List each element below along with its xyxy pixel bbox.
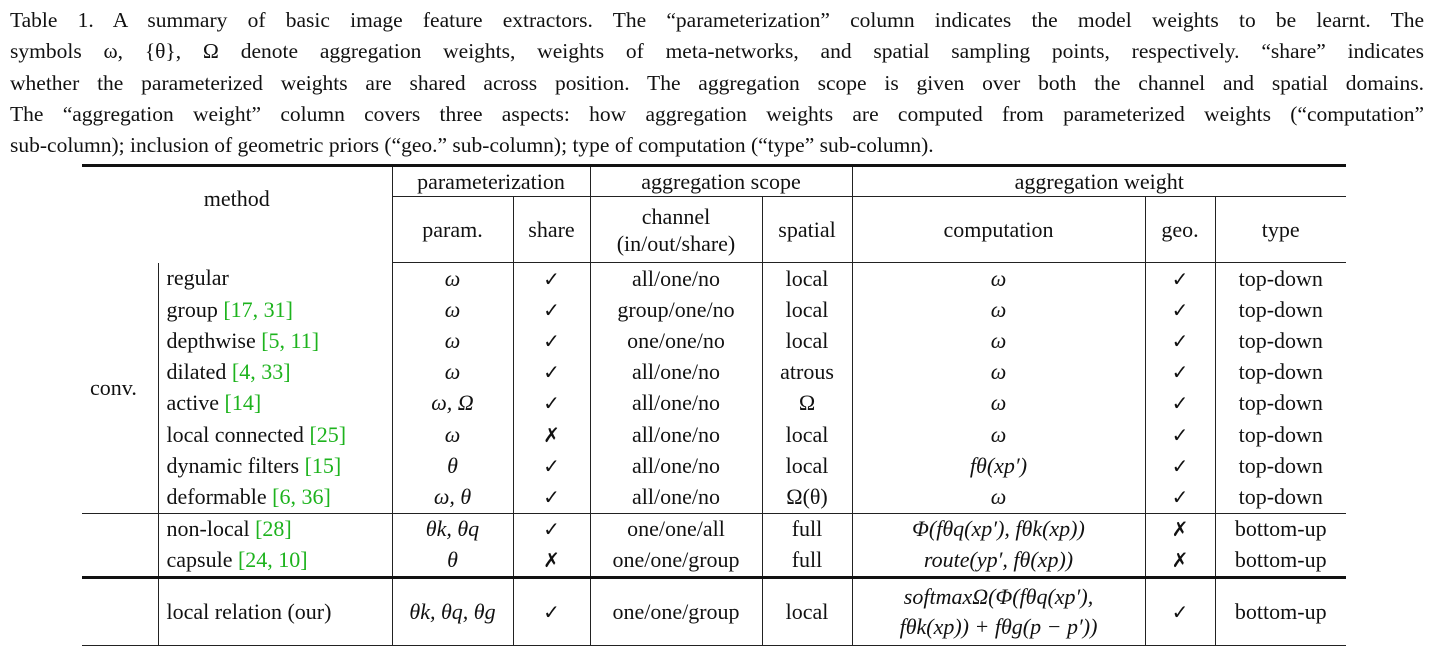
computation-cell: softmaxΩ(Φ(fθq(xp′), fθk(xp)) + fθg(p − p′)) [852, 577, 1145, 645]
computation-cell: ω [852, 481, 1145, 513]
caption-line: The “aggregation weight” column covers three aspects: how aggregation weights are computed from parameterized weights (“computation” [10, 101, 1424, 126]
param-cell: θk, θq [392, 513, 513, 545]
header-aggregation-scope: aggregation scope [590, 166, 852, 197]
header-aggregation-weight: aggregation weight [852, 166, 1346, 197]
citation-link[interactable]: [17, 31] [223, 296, 293, 322]
type-cell: bottom-up [1215, 545, 1346, 578]
computation-cell: fθ(xp′) [852, 450, 1145, 481]
param-cell: ω [392, 325, 513, 356]
header-spatial: spatial [762, 197, 852, 263]
share-cell: ✓ [513, 513, 590, 545]
share-cell: ✓ [513, 388, 590, 419]
share-cell: ✓ [513, 325, 590, 356]
spatial-cell: local [762, 450, 852, 481]
channel-cell: one/one/group [590, 545, 762, 578]
table-row [82, 263, 1346, 295]
type-cell: top-down [1215, 388, 1346, 419]
method-name: local relation (our) [158, 577, 392, 645]
citation-link[interactable]: [24, 10] [237, 547, 308, 573]
type-cell: top-down [1215, 294, 1346, 325]
method-name: group [17, 31] [158, 294, 392, 325]
share-cell: ✓ [513, 450, 590, 481]
geo-cell: ✓ [1145, 481, 1215, 513]
caption-line: symbols ω, {θ}, Ω denote aggregation weights, weights of meta-networks, and spatial sampling points, respectively. “share” indicates [10, 39, 1424, 64]
channel-cell: all/one/no [590, 450, 762, 481]
caption-line: whether the parameterized weights are shared across position. The aggregation scope is given over both the channel and spatial domains. [10, 70, 1424, 95]
method-name: regular [158, 263, 392, 295]
geo-cell: ✓ [1145, 263, 1215, 295]
channel-cell: one/one/all [590, 513, 762, 545]
channel-cell: all/one/no [590, 388, 762, 419]
citation-link[interactable]: [28] [255, 516, 292, 542]
share-cell: ✓ [513, 481, 590, 513]
method-name: deformable [6, 36] [158, 481, 392, 513]
table-row [82, 545, 1346, 578]
geo-cell: ✗ [1145, 545, 1215, 578]
header-channel: channel (in/out/share) [590, 197, 762, 263]
table-row [82, 294, 1346, 325]
computation-cell: ω [852, 325, 1145, 356]
header-share: share [513, 197, 590, 263]
computation-cell: Φ(fθq(xp′), fθk(xp)) [852, 513, 1145, 545]
method-name: dilated [4, 33] [158, 357, 392, 388]
method-name: local connected [25] [158, 419, 392, 450]
type-cell: bottom-up [1215, 577, 1346, 645]
geo-cell: ✓ [1145, 357, 1215, 388]
channel-cell: group/one/no [590, 294, 762, 325]
method-name: dynamic filters [15] [158, 450, 392, 481]
channel-cell: all/one/no [590, 481, 762, 513]
table-row [82, 388, 1346, 419]
spatial-cell: Ω [762, 388, 852, 419]
param-cell: ω [392, 294, 513, 325]
share-cell: ✗ [513, 419, 590, 450]
spatial-cell: Ω(θ) [762, 481, 852, 513]
group-label-conv: conv. [82, 263, 158, 514]
citation-link[interactable]: [14] [224, 390, 262, 416]
share-cell: ✗ [513, 545, 590, 578]
computation-cell: ω [852, 419, 1145, 450]
citation-link[interactable]: [6, 36] [272, 483, 331, 509]
table-row [82, 357, 1346, 388]
spatial-cell: local [762, 325, 852, 356]
table-row [82, 481, 1346, 513]
geo-cell: ✓ [1145, 577, 1215, 645]
table-row [82, 419, 1346, 450]
param-cell: ω [392, 263, 513, 295]
share-cell: ✓ [513, 263, 590, 295]
spatial-cell: local [762, 577, 852, 645]
channel-cell: one/one/group [590, 577, 762, 645]
param-cell: ω, θ [392, 481, 513, 513]
channel-cell: all/one/no [590, 357, 762, 388]
spatial-cell: local [762, 294, 852, 325]
spatial-cell: local [762, 263, 852, 295]
citation-link[interactable]: [25] [309, 421, 347, 447]
computation-cell: ω [852, 263, 1145, 295]
share-cell: ✓ [513, 294, 590, 325]
computation-cell: ω [852, 388, 1145, 419]
header-parameterization: parameterization [392, 166, 590, 197]
channel-cell: all/one/no [590, 419, 762, 450]
computation-cell: ω [852, 294, 1145, 325]
citation-link[interactable]: [4, 33] [231, 359, 291, 385]
type-cell: top-down [1215, 481, 1346, 513]
method-name: capsule [24, 10] [158, 545, 392, 578]
geo-cell: ✓ [1145, 450, 1215, 481]
share-cell: ✓ [513, 577, 590, 645]
method-name: active [14] [158, 388, 392, 419]
header-type: type [1215, 197, 1346, 263]
geo-cell: ✓ [1145, 419, 1215, 450]
share-cell: ✓ [513, 357, 590, 388]
type-cell: top-down [1215, 450, 1346, 481]
param-cell: ω [392, 357, 513, 388]
header-row-1 [82, 166, 1346, 197]
table-row [82, 513, 1346, 545]
type-cell: top-down [1215, 419, 1346, 450]
method-name: non-local [28] [158, 513, 392, 545]
method-name: depthwise [5, 11] [158, 325, 392, 356]
spatial-cell: full [762, 545, 852, 578]
computation-cell: ω [852, 357, 1145, 388]
table-row [82, 450, 1346, 481]
param-cell: θ [392, 450, 513, 481]
header-param: param. [392, 197, 513, 263]
citation-link[interactable]: [5, 11] [261, 327, 320, 353]
geo-cell: ✗ [1145, 513, 1215, 545]
spatial-cell: local [762, 419, 852, 450]
computation-cell: route(yp′, fθ(xp)) [852, 545, 1145, 578]
caption-line: Table 1. A summary of basic image feature extractors. The “parameterization” column indicates the model weights to be learnt. The [10, 8, 1424, 32]
header-computation: computation [852, 197, 1145, 263]
header-method: method [82, 166, 392, 263]
type-cell: bottom-up [1215, 513, 1346, 545]
geo-cell: ✓ [1145, 325, 1215, 356]
channel-cell: one/one/no [590, 325, 762, 356]
param-cell: ω, Ω [392, 388, 513, 419]
caption-line: sub-column); inclusion of geometric priors (“geo.” sub-column); type of computation (“type” sub-column). [10, 133, 934, 158]
type-cell: top-down [1215, 263, 1346, 295]
spatial-cell: full [762, 513, 852, 545]
type-cell: top-down [1215, 357, 1346, 388]
geo-cell: ✓ [1145, 388, 1215, 419]
spatial-cell: atrous [762, 357, 852, 388]
param-cell: θk, θq, θg [392, 577, 513, 645]
header-geo: geo. [1145, 197, 1215, 263]
table-row-ours [82, 577, 1346, 645]
type-cell: top-down [1215, 325, 1346, 356]
feature-extractor-table [82, 164, 1346, 646]
geo-cell: ✓ [1145, 294, 1215, 325]
param-cell: ω [392, 419, 513, 450]
table-row [82, 325, 1346, 356]
channel-cell: all/one/no [590, 263, 762, 295]
param-cell: θ [392, 545, 513, 578]
citation-link[interactable]: [15] [304, 452, 342, 478]
table-caption [10, 5, 1424, 161]
